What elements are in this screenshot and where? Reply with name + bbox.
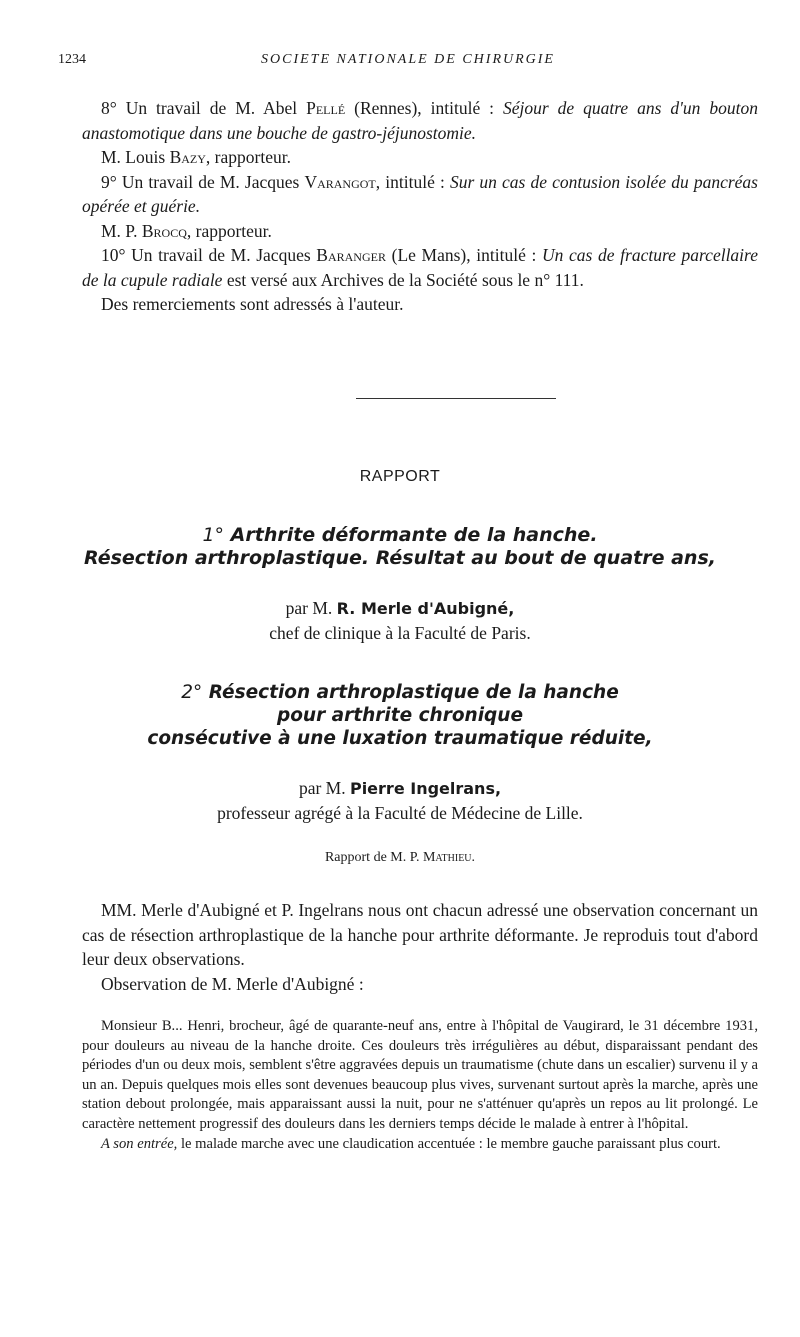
item-8-rapporteur: M. Louis Bazy, rapporteur. <box>101 147 291 167</box>
item-8: 8° Un travail de M. Abel Pellé (Rennes), intitulé : Séjour de quatre ans d'un bouton anastomotique dans une bouche de gastro-jéjunostomie. <box>82 98 758 143</box>
running-header <box>58 52 758 72</box>
report-title-2: 2° Résection arthroplastique de la hanche pour arthrite chronique consécutive à une luxation traumatique réduite, <box>147 682 653 749</box>
running-title: SOCIETE NATIONALE DE CHIRURGIE <box>261 52 555 67</box>
announcements <box>82 96 758 317</box>
rapport-heading: RAPPORT <box>359 468 441 485</box>
observation-paragraph-2: A son entrée, le malade marche avec une claudication accentuée : le membre gauche paraissant plus court. <box>101 1135 721 1152</box>
section-divider <box>356 398 556 399</box>
observation-paragraph-1: Monsieur B... Henri, brocheur, âgé de quarante-neuf ans, entre à l'hôpital de Vaugirard, le 31 décembre 1931, pour douleurs au niveau de la hanche droite. Ces douleurs très irrégulières au début, disparaissant pendant des périodes d'un ou deux mois, semblent s'être aggravées depuis un traumatisme (chute dans un escalier) survenu il y a un an. Depuis quelques mois elles sont devenues beaucoup plus vives, survenant surtout après la marche, après une station debout prolongée, mais apparaissant aussi la nuit, pour ne s'atténuer qu'après un repos au lit prolongé. Le caractère nettement progressif des douleurs dans les derniers temps décide le malade à entrer à l'hôpital. <box>82 1018 758 1132</box>
page-number: 1234 <box>58 52 86 67</box>
rapporteur-line: Rapport de M. P. Mathieu. <box>324 850 476 865</box>
author-2: par M. Pierre Ingelrans, professeur agrégé à la Faculté de Médecine de Lille. <box>217 778 583 823</box>
item-10: 10° Un travail de M. Jacques Baranger (Le Mans), intitulé : Un cas de fracture parcellaire de la cupule radiale est versé aux Archives de la Société sous le n° 111. <box>82 245 758 290</box>
report-body <box>82 898 758 996</box>
thanks-line: Des remerciements sont adressés à l'auteur. <box>101 294 404 314</box>
observation-text <box>82 1017 758 1154</box>
item-9: 9° Un travail de M. Jacques Varangot, intitulé : Sur un cas de contusion isolée du pancréas opérée et guérie. <box>82 171 758 216</box>
report-title-1: 1° Arthrite déformante de la hanche. Résection arthroplastique. Résultat au bout de quatre ans, <box>84 524 716 569</box>
intro-paragraph: MM. Merle d'Aubigné et P. Ingelrans nous ont chacun adressé une observation concernant un cas de résection arthroplastique de la hanche pour arthrite déformante. Je reproduis tout d'abord leur deux observations. <box>82 900 758 969</box>
observation-heading: Observation de M. Merle d'Aubigné : <box>101 973 364 994</box>
item-9-rapporteur: M. P. Brocq, rapporteur. <box>101 220 272 241</box>
author-1: par M. R. Merle d'Aubigné, chef de clinique à la Faculté de Paris. <box>269 598 531 643</box>
